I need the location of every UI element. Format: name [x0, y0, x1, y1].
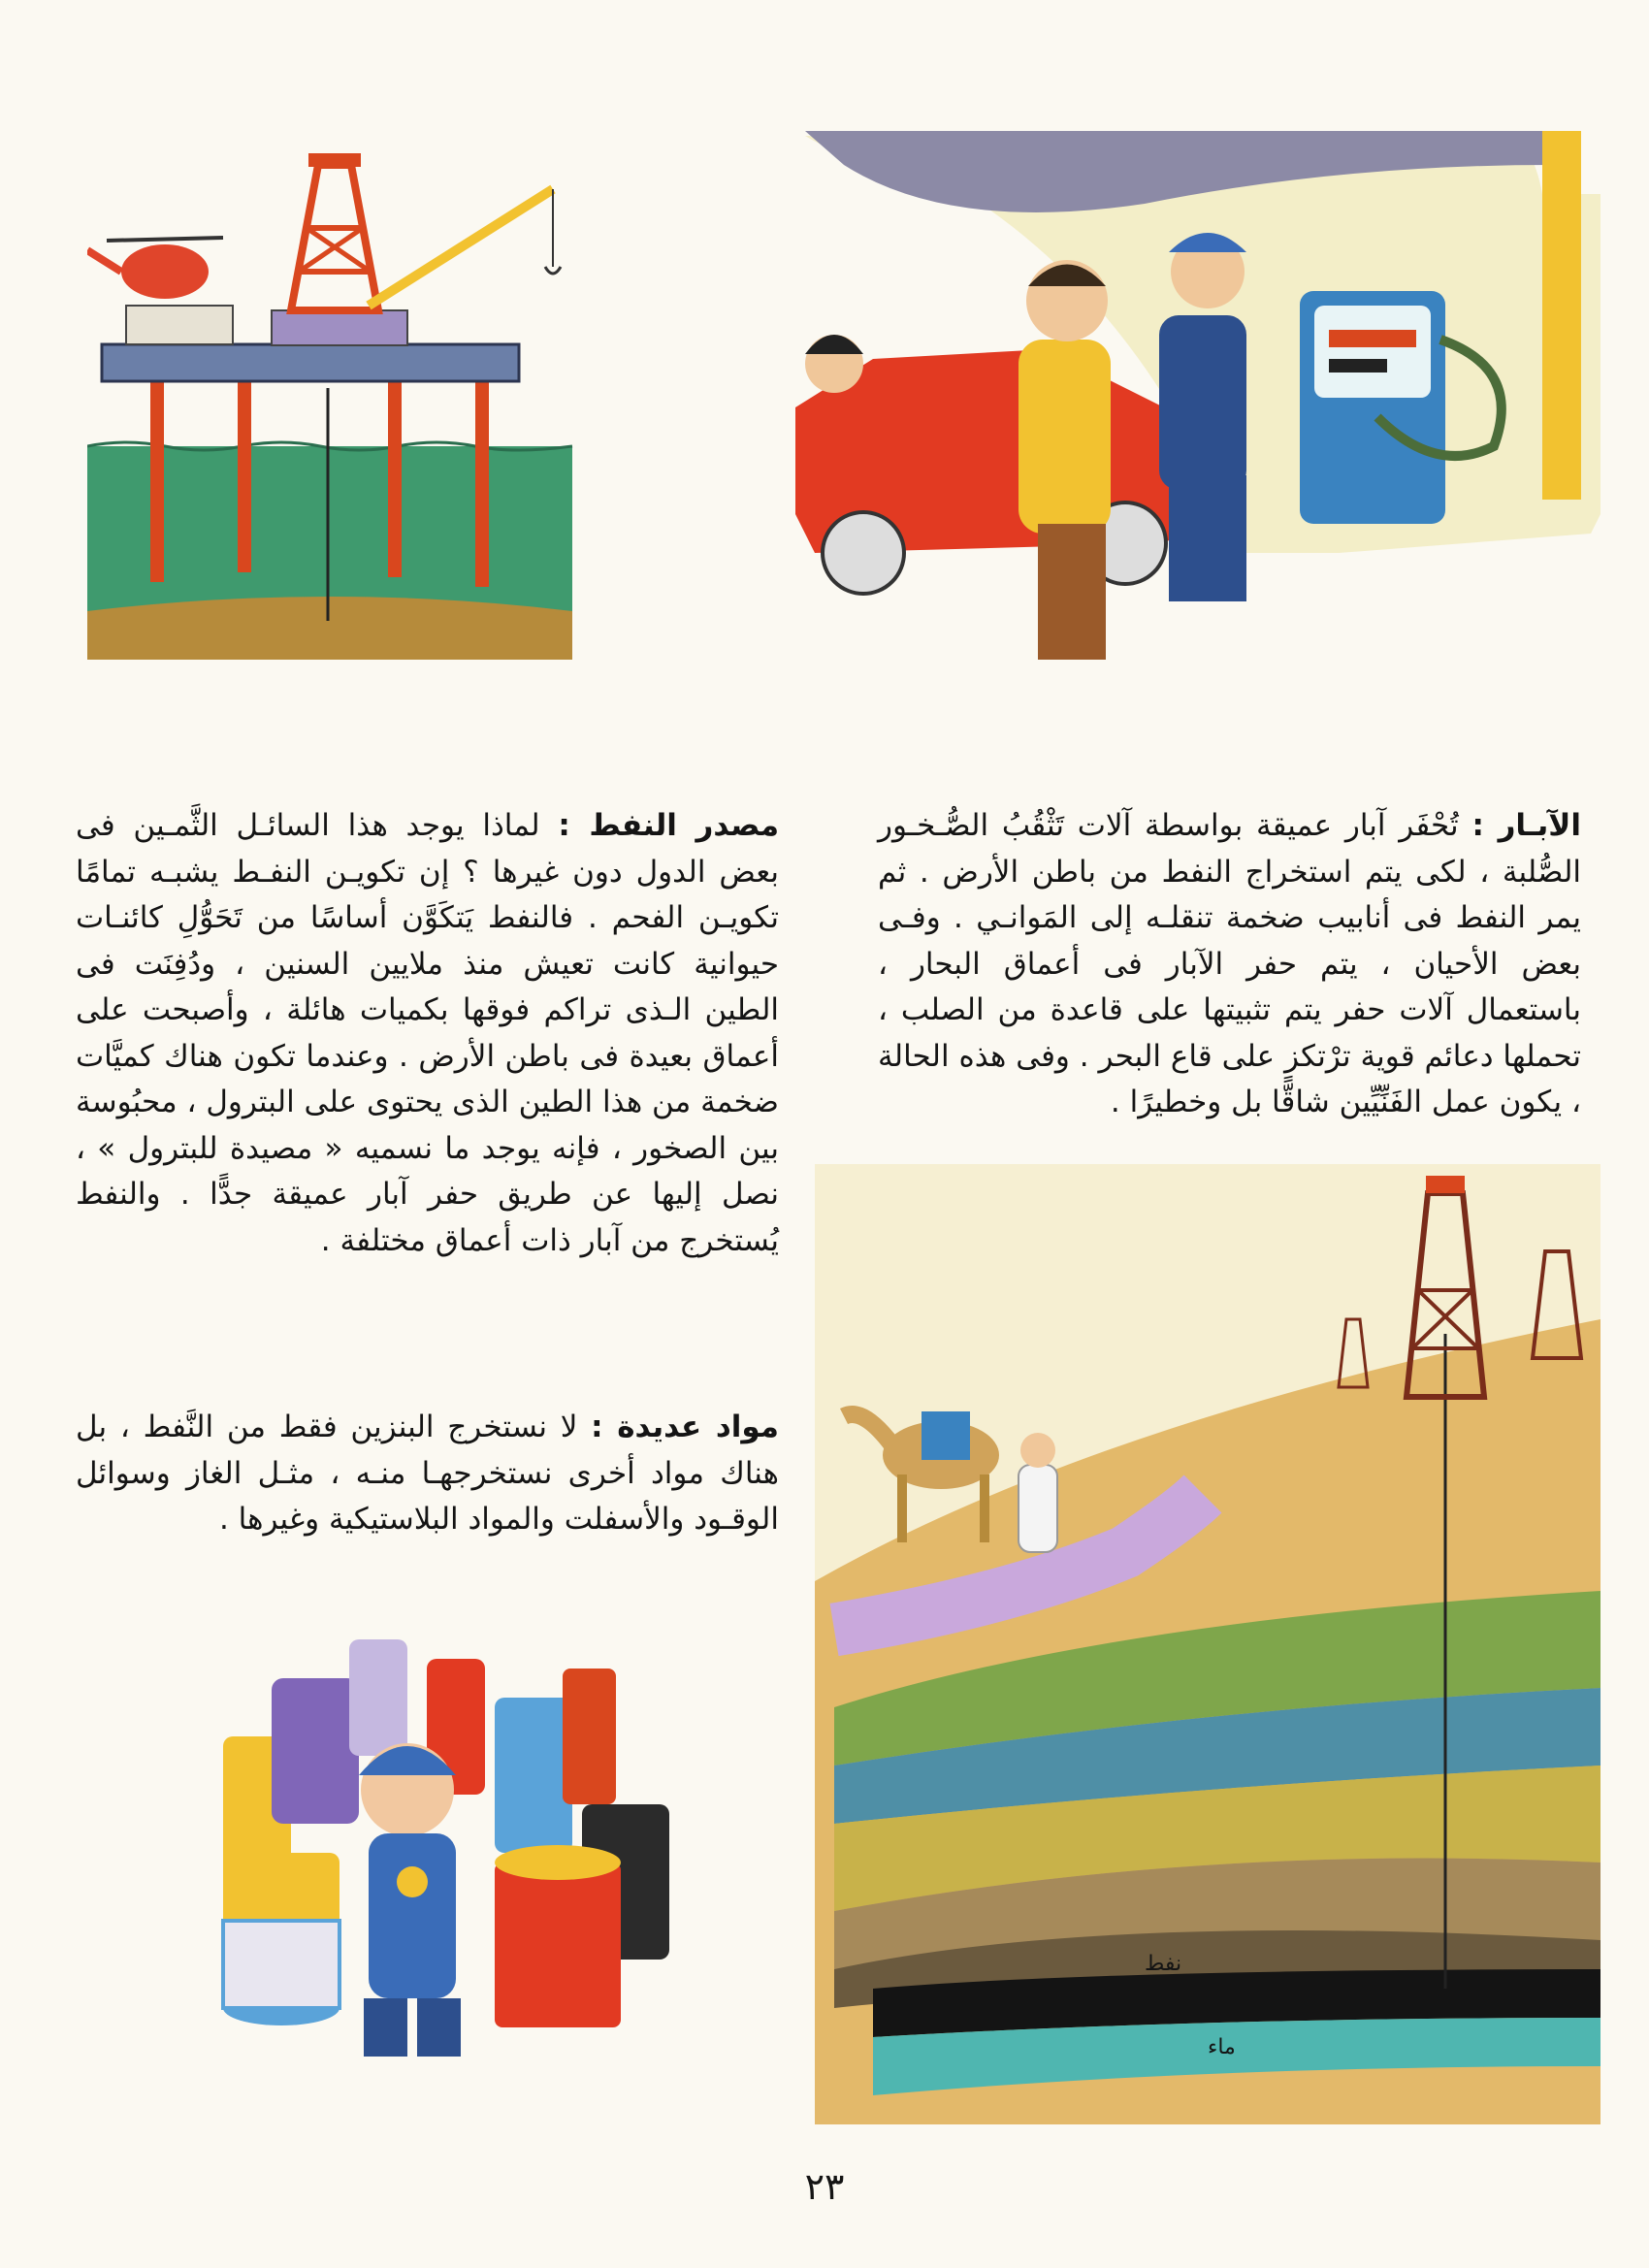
page-number: ٢٣: [804, 2165, 845, 2208]
helicopter: [121, 244, 209, 299]
rig-platform: [102, 344, 519, 381]
attendant: [1159, 315, 1246, 490]
materials-term: مواد عديدة :: [591, 1409, 780, 1444]
rig-leg: [238, 378, 251, 572]
wells-term: الآبـار :: [1471, 808, 1581, 843]
materials-body: لا نستخرج البنزين فقط من النَّفط ، بل هناك مواد أخرى نستخرجهـا منـه ، مثـل الغاز وسوائل الوقـود والأسفلت والمواد البلاستيكية وغيرها .: [76, 1409, 779, 1537]
oil-products-illustration: [213, 1620, 698, 2076]
gas-station-illustration: [757, 126, 1610, 669]
rig-leg: [388, 378, 402, 577]
offshore-rig-illustration: [87, 136, 592, 660]
wells-section: [878, 803, 1581, 1126]
derrick: [291, 165, 378, 310]
wells-body: تُحْفَر آبار عميقة بواسطة آلات تَثْقُبُ الصُّـخـور الصُّلبة ، لكى يتم استخراج النفط من باطن الأرض . ثم يمر النفط فى أنابيب ضخمة تنقلـه إلى المَوانـي . وفـى بعض الأحيان ، يتم حفر الآبار فى أعماق البحار ، باستعمال آلات حفر يتم تثبيتها على قاعدة من الصلب ، تحملها دعائم قوية ترْتكز على قاع البحر . وفى هذه الحالة ، يكون عمل الفَنِّيِّين شاقًّا بل وخطيرًا .: [878, 808, 1581, 1119]
oil-field-cross-section: [815, 1164, 1600, 2124]
oil-source-body: لماذا يوجد هذا السائـل الثَّمـين فى بعض الدول دون غيرها ؟ إن تكويـن النفـط يشبـه تمامًا تكويـن الفحم . فالنفط يَتكَوَّن أساسًا من تَحَوُّلِ كائنـات حيوانية كانت تعيش منذ ملايين السنين ، ودُفِنَت فى الطين الـذى تراكم فوقها بكميات هائلة ، وأصبحت على أعماق بعيدة فى باطن الأرض . وعندما تكون هناك كميَّات ضخمة من هذا الطين الذى يحتوى على البترول ، محبُوسة بين الصخور ، فإنه يوجد ما نسميه « مصيدة للبترول » ، نصل إليها عن طريق حفر آبار عميقة جدًّا . والنفط يُستخرج من آبار ذات أعماق مختلفة .: [76, 808, 779, 1258]
oil-layer-label: نفط: [1145, 1952, 1182, 1976]
rig-leg: [475, 378, 489, 587]
materials-section: [76, 1405, 779, 1543]
station-pillar: [1542, 131, 1581, 500]
oil-source-term: مصدر النفط :: [558, 808, 780, 843]
oil-barrel: [495, 1863, 621, 2027]
rig-leg: [150, 378, 164, 582]
water-layer-label: ماء: [1208, 2035, 1236, 2059]
oil-source-section: [76, 803, 779, 1264]
crane-arm: [369, 189, 553, 306]
man: [1018, 340, 1111, 534]
seabed: [87, 597, 572, 660]
